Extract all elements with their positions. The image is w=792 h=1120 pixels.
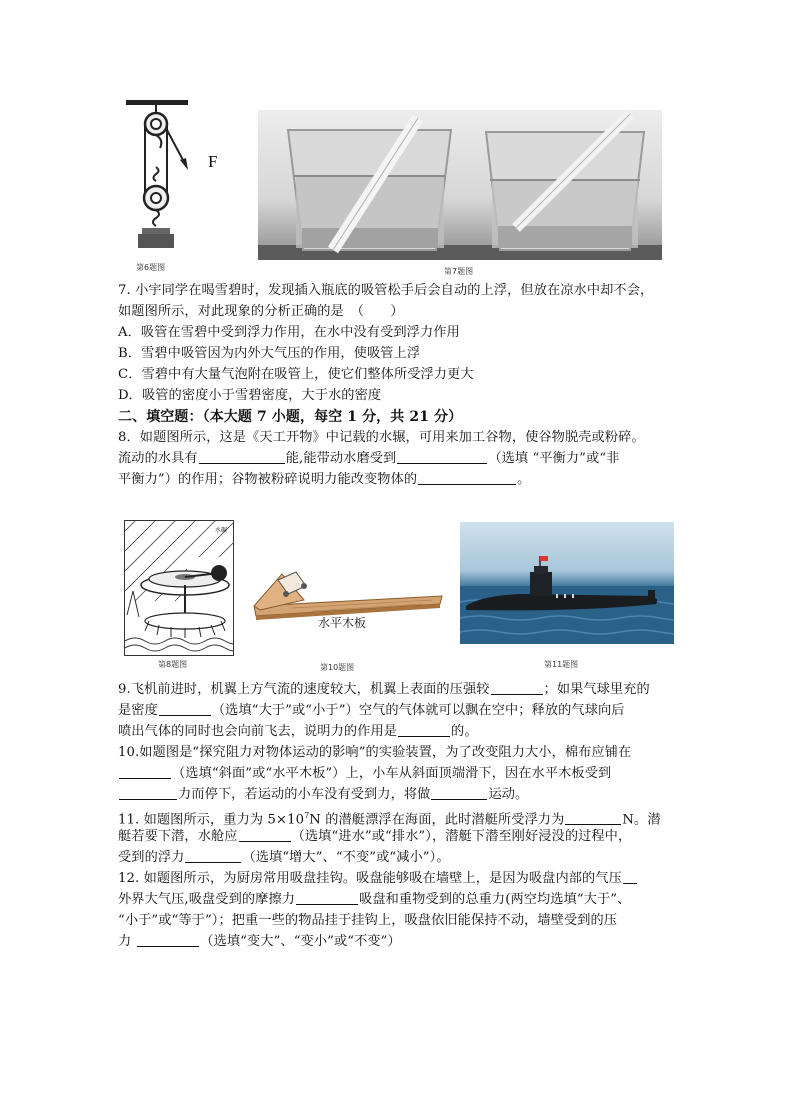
q10-text: 力而停下，若运动的小车没有受到力，将做 [178, 787, 431, 802]
q12-text: 12. 如题图所示，为厨房常用吸盘挂钩。吸盘能够吸在墙壁上，是因为吸盘内部的气压 [118, 871, 622, 886]
q9-blank-1[interactable] [491, 681, 543, 695]
q12-line-4 [118, 932, 401, 952]
q11-exponent: 7 [304, 811, 310, 820]
q8-line-3 [118, 470, 530, 490]
figure-8-watermill [124, 520, 234, 656]
q10-line-2 [118, 764, 611, 784]
q7-option-d: D．吸管的密度小于雪碧密度，大于水的密度 [118, 388, 382, 403]
figure-6-pulley [124, 100, 234, 255]
q8-text: 流动的水具有 [118, 451, 198, 466]
q9-line-2 [118, 701, 625, 721]
q9-text: 的。 [451, 724, 478, 739]
q8-line-2 [118, 449, 619, 469]
q11-line-3 [118, 848, 450, 868]
pulley-drawing [124, 100, 234, 255]
force-label: F [208, 152, 218, 171]
q9-blank-2[interactable] [159, 702, 211, 716]
q11-blank-2[interactable] [239, 828, 291, 842]
q8-blank-2[interactable] [397, 450, 487, 464]
q9-line-1 [118, 680, 650, 700]
figure-11-caption: 第11题图 [544, 660, 579, 669]
q8-text: 平衡力”）的作用；谷物被粉碎说明力能改变物体的 [118, 472, 418, 487]
q12-blank-3[interactable] [137, 933, 199, 947]
q12-text: （选填“变大”、“变小”或“不变”） [200, 934, 401, 949]
q9-text: ；如果气球里充的 [543, 682, 650, 697]
q9-text: （选填“大于”或“小于”）空气的气体就可以飘在空中；释放的气球向后 [211, 703, 625, 718]
figure-6-caption: 第6题图 [136, 263, 166, 272]
q9-text: 是密度 [118, 703, 158, 718]
q8-text: 能,能带动水磨受到 [285, 451, 397, 466]
figure-8-caption: 第8题图 [158, 660, 188, 669]
q10-line-3 [118, 785, 528, 805]
q12-text: 力 [118, 934, 132, 949]
submarine-drawing [460, 522, 674, 644]
incline-drawing [252, 566, 444, 646]
q11-blank-3[interactable] [185, 849, 241, 863]
q8-blank-1[interactable] [199, 450, 285, 464]
q10-blank-2[interactable] [119, 786, 177, 800]
q8-line-1: 8．如题图所示，这是《天工开物》中记载的水辗，可用来加工谷物，使谷物脱壳或粉碎。 [118, 430, 645, 445]
q10-line-1: 10.如题图是“探究阻力对物体运动的影响”的实验装置，为了改变阻力大小，棉布应铺在 [118, 745, 632, 760]
figure-10-incline [252, 566, 444, 646]
q9-line-3 [118, 722, 478, 742]
q7-option-b: B．雪碧中吸管因为内外大气压的作用，使吸管上浮 [118, 346, 421, 361]
q12-text: 吸盘和重物受到的总重力(两空均选填“大于”、 [359, 892, 631, 907]
q7-option-a: A．吸管在雪碧中受到浮力作用，在水中没有受到浮力作用 [118, 325, 460, 340]
q10-text: （选填“斜面”或“水平木板”）上，小车从斜面顶端滑下，因在水平木板受到 [172, 766, 612, 781]
q9-text: 喷出气体的同时也会向前飞去，说明力的作用是 [118, 724, 398, 739]
q11-text: 受到的浮力 [118, 850, 185, 865]
figure-7-caption: 第7题图 [444, 267, 474, 276]
q8-blank-3[interactable] [418, 471, 516, 485]
q8-text: 。 [517, 472, 531, 487]
q7-stem-line-1: 7. 小宇同学在喝雪碧时，发现插入瓶底的吸管松手后会自动的上浮，但放在凉水中却不会， [118, 283, 654, 298]
q10-blank-3[interactable] [431, 786, 487, 800]
q9-blank-3[interactable] [398, 723, 450, 737]
q11-text: 艇若要下潜，水舱应 [118, 829, 238, 844]
watermill-drawing [125, 521, 233, 655]
section-2-title: 二、填空题：（本大题 7 小题，每空 1 分，共 21 分） [118, 409, 463, 425]
q11-text: （选填“增大”、“不变”或“减小”）。 [242, 850, 450, 865]
mill-label: 水碾 [215, 527, 228, 534]
q7-stem-line-2: 如题图所示，对此现象的分析正确的是 （ ） [118, 304, 404, 319]
q11-blank-1[interactable] [565, 811, 621, 825]
figure-10-caption: 第10题图 [320, 663, 355, 672]
q11-line-2 [118, 827, 631, 847]
q12-line-2 [118, 890, 630, 910]
q12-line-3: “小于”或“等于”）；把重一些的物品挂于挂钩上，吸盘依旧能保持不动，墙壁受到的压 [118, 913, 618, 928]
q11-text: 11. 如题图所示，重力为 5×10 [118, 812, 305, 828]
q8-text: （选填 “平衡力”或“非 [488, 451, 620, 466]
figure-7-photo [258, 110, 662, 260]
q11-text: （选填“进水”或“排水”），潜艇下潜至刚好浸没的过程中， [291, 829, 632, 844]
glasses-drawing [258, 110, 662, 260]
figure-11-photo [460, 522, 674, 644]
q12-blank-1[interactable] [623, 870, 637, 884]
q10-blank-1[interactable] [119, 765, 171, 779]
q10-text: 运动。 [488, 787, 529, 802]
q12-blank-2[interactable] [296, 891, 358, 905]
q7-option-c: C．雪碧中有大量气泡附在吸管上，使它们整体所受浮力更大 [118, 367, 474, 382]
q12-line-1 [118, 869, 638, 889]
q11-text: N。潜 [622, 812, 661, 828]
q11-text: N 的潜艇漂浮在海面，此时潜艇所受浮力为 [309, 812, 565, 828]
q12-text: 外界大气压,吸盘受到的摩擦力 [118, 892, 296, 907]
board-label: 水平木板 [318, 616, 367, 630]
q9-text: 9.飞机前进时，机翼上方气流的速度较大，机翼上表面的压强较 [118, 682, 490, 697]
